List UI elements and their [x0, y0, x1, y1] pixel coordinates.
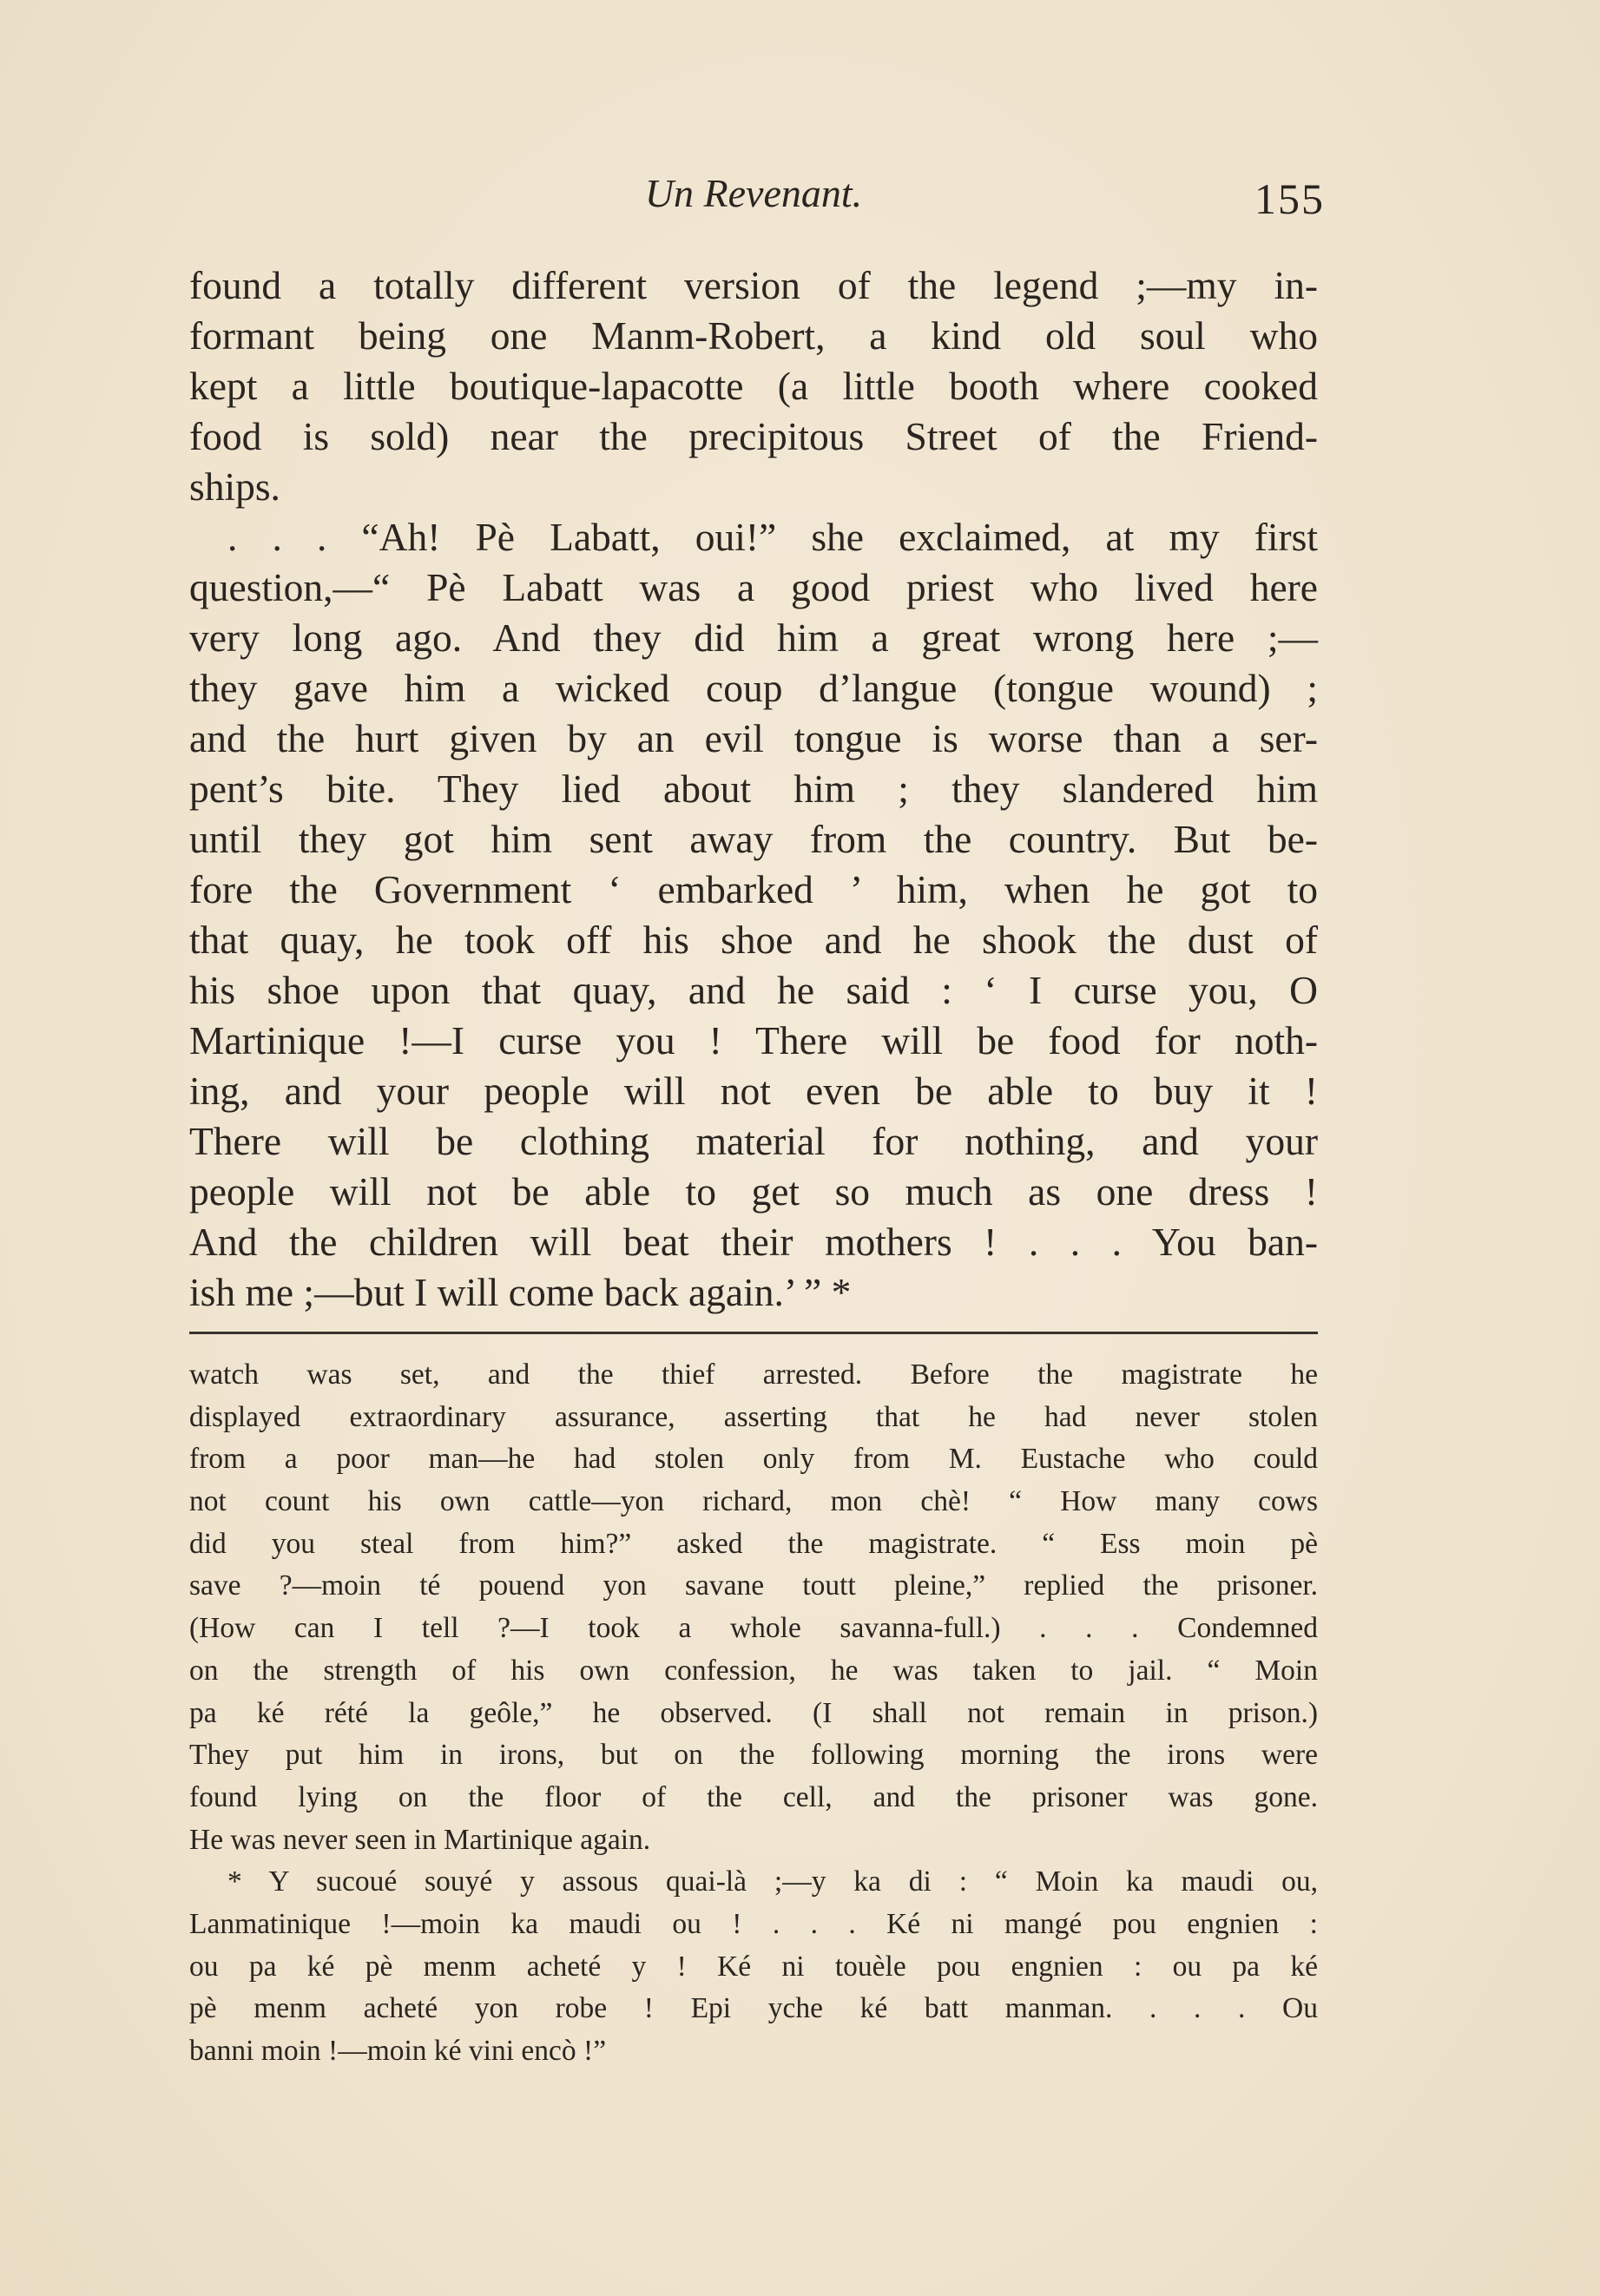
footnote-line: banni moin !—moin ké vini encò !”	[189, 2035, 607, 2067]
page-number: 155	[1254, 174, 1325, 223]
body-line: found a totally different version of the legend ;—my in-	[189, 263, 1318, 307]
body-line: ish me ;—but I will come back again.’ ” *	[189, 1270, 852, 1314]
body-line: There will be clothing material for nothing, and your	[189, 1119, 1318, 1163]
body-line: formant being one Manm-Robert, a kind old soul who	[189, 313, 1318, 358]
body-line: And the children will beat their mothers ! . . . You ban-	[189, 1220, 1318, 1264]
body-line: . . . “Ah! Pè Labatt, oui!” she exclaimed, at my first	[227, 515, 1318, 559]
body-line: pent’s bite. They lied about him ; they slandered him	[189, 766, 1318, 811]
running-title: Un Revenant.	[644, 171, 863, 215]
footnote-line: save ?—moin té pouend yon savane toutt pleine,” replied the prisoner.	[189, 1569, 1318, 1602]
footnote-line: ou pa ké pè menm acheté y ! Ké ni touèle pou engnien : ou pa ké	[189, 1950, 1318, 1983]
body-line: they gave him a wicked coup d’langue (tongue wound) ;	[189, 666, 1318, 710]
body-line: until they got him sent away from the country. But be-	[189, 817, 1318, 861]
footnote-line: (How can I tell ?—I took a whole savanna-full.) . . . Condemned	[189, 1612, 1318, 1645]
body-line: people will not be able to get so much as one dress !	[189, 1169, 1318, 1214]
footnote-line: They put him in irons, but on the following morning the irons were	[189, 1739, 1318, 1772]
footnote-line: pè menm acheté yon robe ! Epi yche ké batt manman. . . . Ou	[189, 1992, 1318, 2025]
footnote-line: He was never seen in Martinique again.	[189, 1823, 651, 1856]
footnote-line: watch was set, and the thief arrested. Before the magistrate he	[189, 1359, 1318, 1391]
body-line: food is sold) near the precipitous Street of the Friend-	[189, 414, 1318, 458]
footnote-line: pa ké rété la geôle,” he observed. (I shall not remain in prison.)	[189, 1696, 1318, 1729]
body-text	[189, 260, 1318, 1318]
footnote-divider	[189, 1332, 1318, 1334]
body-line: question,—“ Pè Labatt was a good priest who lived here	[189, 565, 1318, 609]
body-line: that quay, he took off his shoe and he shook the dust of	[189, 918, 1318, 962]
footnote-line: from a poor man—he had stolen only from M. Eustache who could	[189, 1443, 1318, 1476]
footnote-line: * Y sucoué souyé y assous quai-là ;—y ka di : “ Moin ka maudi ou,	[227, 1865, 1318, 1898]
footnote-line: did you steal from him?” asked the magistrate. “ Ess moin pè	[189, 1527, 1318, 1560]
footnote-line: on the strength of his own confession, he was taken to jail. “ Moin	[189, 1654, 1318, 1687]
body-line: Martinique !—I curse you ! There will be food for noth-	[189, 1018, 1318, 1062]
footnotes	[189, 1354, 1318, 2073]
body-line: ships.	[189, 464, 280, 509]
footnote-line: Lanmatinique !—moin ka maudi ou ! . . . Ké ni mangé pou engnien :	[189, 1907, 1318, 1940]
running-head	[189, 163, 1325, 224]
footnote-line: displayed extraordinary assurance, asserting that he had never stolen	[189, 1400, 1318, 1433]
footnote-line: not count his own cattle—yon richard, mon chè! “ How many cows	[189, 1485, 1318, 1518]
body-line: his shoe upon that quay, and he said : ‘ I curse you, O	[189, 968, 1318, 1012]
body-line: fore the Government ‘ embarked ’ him, when he got to	[189, 867, 1318, 911]
body-line: ing, and your people will not even be able to buy it !	[189, 1069, 1318, 1113]
footnote-line: found lying on the floor of the cell, and the prisoner was gone.	[189, 1780, 1318, 1813]
body-line: and the hurt given by an evil tongue is worse than a ser-	[189, 716, 1318, 760]
body-line: kept a little boutique-lapacotte (a little booth where cooked	[189, 364, 1318, 408]
body-line: very long ago. And they did him a great wrong here ;—	[189, 615, 1318, 660]
